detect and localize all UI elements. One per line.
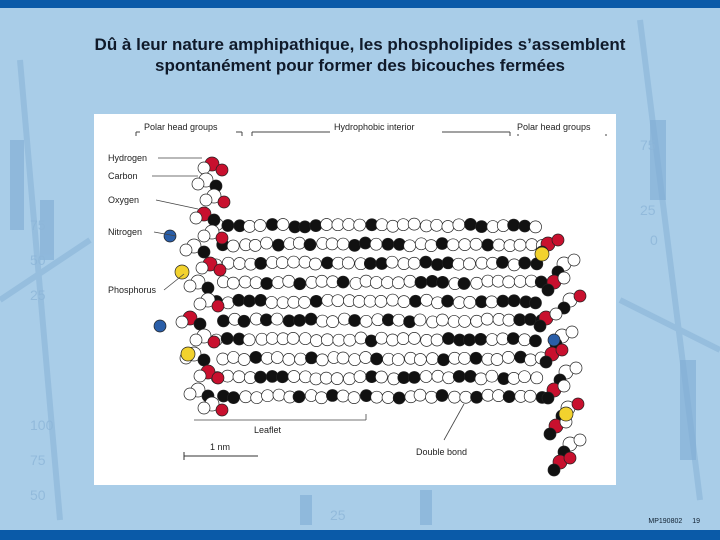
atom	[503, 276, 515, 288]
atom	[382, 392, 394, 404]
atom	[212, 372, 224, 384]
atom	[238, 315, 250, 327]
atom	[542, 284, 554, 296]
atom	[239, 276, 251, 288]
atom	[216, 232, 228, 244]
atom	[227, 240, 239, 252]
atom	[349, 239, 361, 251]
atom	[198, 246, 210, 258]
atom	[261, 237, 273, 249]
atom	[408, 332, 420, 344]
atom	[354, 219, 366, 231]
atom	[475, 333, 487, 345]
atom	[326, 238, 338, 250]
atom	[342, 257, 354, 269]
atom	[492, 390, 504, 402]
atom	[544, 428, 556, 440]
atom	[425, 391, 437, 403]
atom	[227, 351, 239, 363]
atom	[273, 389, 285, 401]
atom	[453, 370, 465, 382]
atom	[315, 392, 327, 404]
atom	[276, 257, 288, 269]
atom	[397, 219, 409, 231]
atom	[272, 239, 284, 251]
bottom-accent-bar	[0, 530, 720, 540]
atom	[414, 389, 426, 401]
atom	[228, 392, 240, 404]
atom	[293, 237, 305, 249]
atom	[255, 294, 267, 306]
atom	[244, 220, 256, 232]
atom	[471, 391, 483, 403]
atom	[558, 272, 570, 284]
atom	[381, 277, 393, 289]
atom	[309, 258, 321, 270]
atom	[404, 316, 416, 328]
bilayer-illustration	[94, 114, 616, 485]
atom	[266, 332, 278, 344]
atom	[550, 308, 562, 320]
atom	[216, 404, 228, 416]
atom	[354, 371, 366, 383]
atom	[432, 370, 444, 382]
atom	[222, 220, 234, 232]
atom	[508, 295, 520, 307]
atom	[408, 371, 420, 383]
svg-text:75: 75	[30, 452, 46, 468]
atom	[486, 296, 498, 308]
header-left-label: Polar head groups	[144, 122, 218, 132]
atom	[360, 351, 372, 363]
atom	[566, 326, 578, 338]
atom	[486, 334, 498, 346]
atom	[337, 352, 349, 364]
atom	[194, 298, 206, 310]
svg-text:25: 25	[30, 287, 46, 303]
atom	[294, 314, 306, 326]
atom	[404, 275, 416, 287]
atom	[198, 230, 210, 242]
atom	[386, 256, 398, 268]
atom	[387, 220, 399, 232]
atom	[552, 234, 564, 246]
atom	[408, 257, 420, 269]
atom	[287, 332, 299, 344]
atom	[387, 294, 399, 306]
bilayer-figure	[94, 114, 616, 485]
atom	[299, 333, 311, 345]
atom	[525, 354, 537, 366]
svg-text:25: 25	[330, 507, 346, 523]
atom	[464, 296, 476, 308]
atom	[304, 239, 316, 251]
atom	[464, 218, 476, 230]
atom	[470, 352, 482, 364]
atom	[217, 315, 229, 327]
atom	[376, 219, 388, 231]
atom	[190, 334, 202, 346]
atom	[233, 371, 245, 383]
atom	[181, 347, 195, 361]
atom	[233, 294, 245, 306]
atom	[371, 391, 383, 403]
svg-text:100: 100	[30, 417, 54, 433]
atom	[221, 332, 233, 344]
atom	[349, 354, 361, 366]
atom	[426, 353, 438, 365]
atom	[254, 371, 266, 383]
atom	[198, 354, 210, 366]
atom	[332, 295, 344, 307]
atom	[482, 239, 494, 251]
atom	[299, 371, 311, 383]
atom	[559, 407, 573, 421]
atom	[251, 392, 263, 404]
atom	[507, 333, 519, 345]
atom	[331, 373, 343, 385]
atom	[540, 356, 552, 368]
atom	[327, 316, 339, 328]
atom	[194, 318, 206, 330]
phospholipid-bilayer-atoms	[154, 157, 586, 476]
double-bond-leader	[444, 404, 464, 440]
atom	[349, 315, 361, 327]
atom	[364, 257, 376, 269]
atom	[471, 277, 483, 289]
atom	[299, 296, 311, 308]
atom	[238, 353, 250, 365]
atom	[502, 351, 514, 363]
atom	[431, 334, 443, 346]
atom	[305, 313, 317, 325]
atom	[548, 334, 560, 346]
atom	[310, 295, 322, 307]
atom	[360, 315, 372, 327]
atom	[437, 276, 449, 288]
atom	[283, 275, 295, 287]
atom	[519, 220, 531, 232]
atom	[475, 373, 487, 385]
atom	[529, 335, 541, 347]
atom	[464, 370, 476, 382]
atom	[217, 353, 229, 365]
atom	[243, 334, 255, 346]
atom	[266, 218, 278, 230]
atom	[234, 258, 246, 270]
atom	[293, 391, 305, 403]
atom	[438, 354, 450, 366]
atom	[375, 371, 387, 383]
atom	[288, 256, 300, 268]
atom	[548, 464, 560, 476]
atom	[535, 247, 549, 261]
atom	[208, 214, 220, 226]
atom	[431, 219, 443, 231]
atom	[326, 389, 338, 401]
atom	[176, 316, 188, 328]
atom	[458, 278, 470, 290]
atom	[382, 238, 394, 250]
atom	[460, 391, 472, 403]
atom	[353, 295, 365, 307]
atom	[556, 344, 568, 356]
atom	[305, 352, 317, 364]
atom	[436, 238, 448, 250]
atom	[218, 196, 230, 208]
atom	[508, 372, 520, 384]
atom	[393, 392, 405, 404]
atom	[299, 256, 311, 268]
atom	[503, 314, 515, 326]
atom	[348, 392, 360, 404]
atom	[337, 276, 349, 288]
atom	[202, 282, 214, 294]
atom	[404, 240, 416, 252]
atom	[397, 333, 409, 345]
atom	[459, 315, 471, 327]
atom	[344, 334, 356, 346]
atom	[271, 352, 283, 364]
atom	[360, 390, 372, 402]
atom	[574, 290, 586, 302]
atom	[486, 370, 498, 382]
atom	[198, 402, 210, 414]
double-bond-label: Double bond	[416, 447, 468, 457]
atom	[212, 300, 224, 312]
atom	[534, 320, 546, 332]
atom	[343, 373, 355, 385]
atom	[337, 238, 349, 250]
atom	[184, 388, 196, 400]
atom	[572, 398, 584, 410]
atom	[514, 314, 526, 326]
atom	[227, 277, 239, 289]
atom	[414, 314, 426, 326]
atom	[459, 352, 471, 364]
atom	[497, 295, 509, 307]
atom	[371, 353, 383, 365]
leaflet-label: Leaflet	[254, 425, 282, 435]
atom	[442, 295, 454, 307]
atom	[376, 332, 388, 344]
atom	[343, 218, 355, 230]
atom	[321, 219, 333, 231]
atom	[216, 164, 228, 176]
atom	[449, 391, 461, 403]
atom	[372, 314, 384, 326]
atom	[398, 296, 410, 308]
atom	[370, 276, 382, 288]
atom	[299, 221, 311, 233]
atom	[564, 452, 576, 464]
atom	[530, 221, 542, 233]
atom	[337, 390, 349, 402]
atom	[558, 380, 570, 392]
atom	[255, 257, 267, 269]
atom	[463, 334, 475, 346]
atom	[262, 390, 274, 402]
atom	[425, 240, 437, 252]
atom	[200, 194, 212, 206]
atom	[447, 239, 459, 251]
atom	[240, 391, 252, 403]
atom	[321, 334, 333, 346]
atom	[277, 219, 289, 231]
atom	[175, 265, 189, 279]
header-right-label: Polar head groups	[517, 122, 591, 132]
atom	[260, 314, 272, 326]
svg-text:0: 0	[650, 232, 658, 248]
atom	[508, 219, 520, 231]
atom	[452, 258, 464, 270]
svg-text:50: 50	[30, 252, 46, 268]
atom	[570, 362, 582, 374]
atom	[184, 280, 196, 292]
atom	[493, 239, 505, 251]
atom	[442, 221, 454, 233]
atom	[436, 314, 448, 326]
atom	[277, 297, 289, 309]
footer-code: MP190802	[648, 518, 683, 525]
atom	[393, 314, 405, 326]
atom	[370, 238, 382, 250]
atom	[261, 277, 273, 289]
atom	[271, 313, 283, 325]
scale-bar	[184, 452, 258, 460]
atom	[288, 296, 300, 308]
atom	[320, 372, 332, 384]
svg-text:75: 75	[30, 217, 46, 233]
atom	[476, 257, 488, 269]
atom	[288, 371, 300, 383]
atom	[192, 178, 204, 190]
svg-text:25: 25	[640, 202, 656, 218]
atom	[431, 259, 443, 271]
atom	[321, 257, 333, 269]
legend-carbon: Carbon	[108, 171, 138, 181]
footer-page-number: 19	[692, 518, 700, 525]
atom	[198, 162, 210, 174]
atom	[519, 257, 531, 269]
atom	[491, 353, 503, 365]
atom	[392, 277, 404, 289]
legend-oxygen: Oxygen	[108, 195, 140, 205]
atom	[471, 315, 483, 327]
legend-phosphorus: Phosphorus	[108, 285, 157, 295]
atom	[508, 259, 520, 271]
atom	[283, 353, 295, 365]
atom	[459, 239, 471, 251]
atom	[196, 262, 208, 274]
atom	[375, 295, 387, 307]
atom	[421, 294, 433, 306]
atom	[524, 390, 536, 402]
atom	[442, 332, 454, 344]
scale-label: 1 nm	[210, 442, 231, 452]
atom	[194, 370, 206, 382]
atom	[266, 296, 278, 308]
atom	[574, 434, 586, 446]
atom	[316, 275, 328, 287]
atom	[414, 354, 426, 366]
atom	[190, 212, 202, 224]
atom	[316, 354, 328, 366]
atom	[208, 336, 220, 348]
svg-text:75: 75	[640, 137, 656, 153]
atom	[453, 219, 465, 231]
atom	[443, 372, 455, 384]
atom	[250, 277, 262, 289]
atom	[180, 244, 192, 256]
atom	[249, 239, 261, 251]
atom	[514, 239, 526, 251]
title-line-2: spontanément pour former des bicouches fermées	[155, 56, 565, 75]
atom	[272, 277, 284, 289]
atom	[519, 334, 531, 346]
atom	[420, 371, 432, 383]
atom	[310, 220, 322, 232]
legend-nitrogen: Nitrogen	[108, 227, 143, 237]
atom	[332, 219, 344, 231]
atom	[496, 256, 508, 268]
atom	[470, 238, 482, 250]
atom	[333, 334, 345, 346]
atom	[529, 297, 541, 309]
atom	[387, 334, 399, 346]
atom	[310, 335, 322, 347]
slide-footer	[640, 518, 700, 525]
atom	[254, 219, 266, 231]
atom	[482, 389, 494, 401]
atom	[415, 276, 427, 288]
atom	[514, 275, 526, 287]
atom	[392, 354, 404, 366]
atom	[503, 391, 515, 403]
atom	[531, 372, 543, 384]
atom	[410, 295, 422, 307]
atom	[436, 390, 448, 402]
header-center-label: Hydrophobic interior	[334, 122, 415, 132]
atom	[420, 256, 432, 268]
atom	[250, 351, 262, 363]
svg-text:50: 50	[30, 487, 46, 503]
slide-title	[40, 34, 680, 76]
atom	[359, 237, 371, 249]
atom	[243, 295, 255, 307]
atom	[542, 392, 554, 404]
atom	[408, 218, 420, 230]
atom	[295, 353, 307, 365]
atom	[463, 258, 475, 270]
legend-hydrogen: Hydrogen	[108, 153, 148, 163]
atom	[214, 264, 226, 276]
atom	[154, 320, 166, 332]
title-line-1: Dû à leur nature amphipathique, les phospholipides s’assemblent	[94, 35, 626, 54]
atom	[276, 371, 288, 383]
atom	[476, 221, 488, 233]
atom	[364, 295, 376, 307]
atom	[518, 371, 530, 383]
atom	[568, 254, 580, 266]
atom	[294, 278, 306, 290]
atom	[481, 313, 493, 325]
